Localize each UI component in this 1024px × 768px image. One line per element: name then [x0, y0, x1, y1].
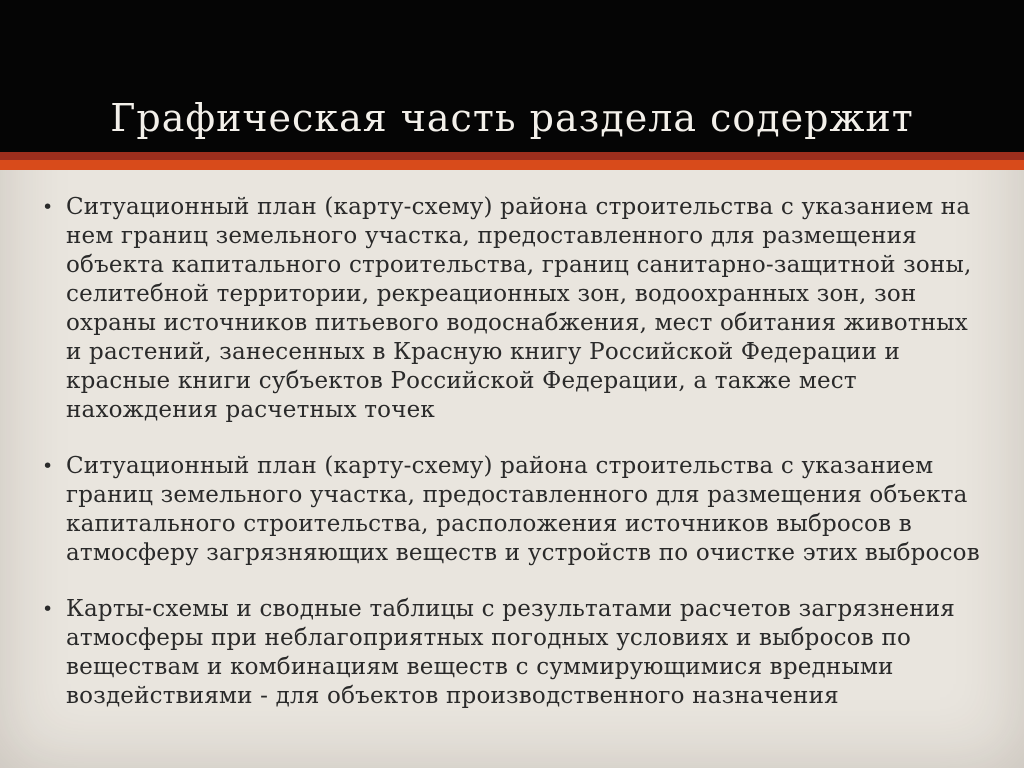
accent-rule-orange [0, 160, 1024, 170]
list-item [42, 595, 986, 711]
bullet-marker: • [42, 598, 54, 620]
bullet-text: Ситуационный план (карту-схему) района строительства с указанием границ земельного участка, предоставленного для размещения объекта капитального строительства, расположения источников выбросов в атмосферу загрязняющих веществ и устройств по очистке этих выбросов [66, 453, 980, 566]
bullet-text: Карты-схемы и сводные таблицы с результатами расчетов загрязнения атмосферы при неблагоприятных погодных условиях и выбросов по веществам и комбинациям веществ с суммирующимися вредными воздействиями - для объектов производственного назначения [66, 596, 955, 709]
list-item [42, 452, 986, 568]
accent-rule-dark [0, 152, 1024, 160]
list-item [42, 193, 986, 425]
bullet-marker: • [42, 196, 54, 218]
slide-body [0, 170, 1024, 711]
bullet-marker: • [42, 455, 54, 477]
bullet-list [42, 193, 986, 711]
slide-title-bar [0, 0, 1024, 152]
bullet-text: Ситуационный план (карту-схему) района строительства с указанием на нем границ земельного участка, предоставленного для размещения объекта капитального строительства, границ санитарно-защитной зоны, селитебной территории, рекреационных зон, водоохранных зон, зон охраны источников питьевого водоснабжения, мест обитания животных и растений, занесенных в Красную книгу Российской Федерации и красные книги субъектов Российской Федерации, а также мест нахождения расчетных точек [66, 194, 972, 423]
slide-title: Графическая часть раздела содержит [110, 96, 914, 140]
